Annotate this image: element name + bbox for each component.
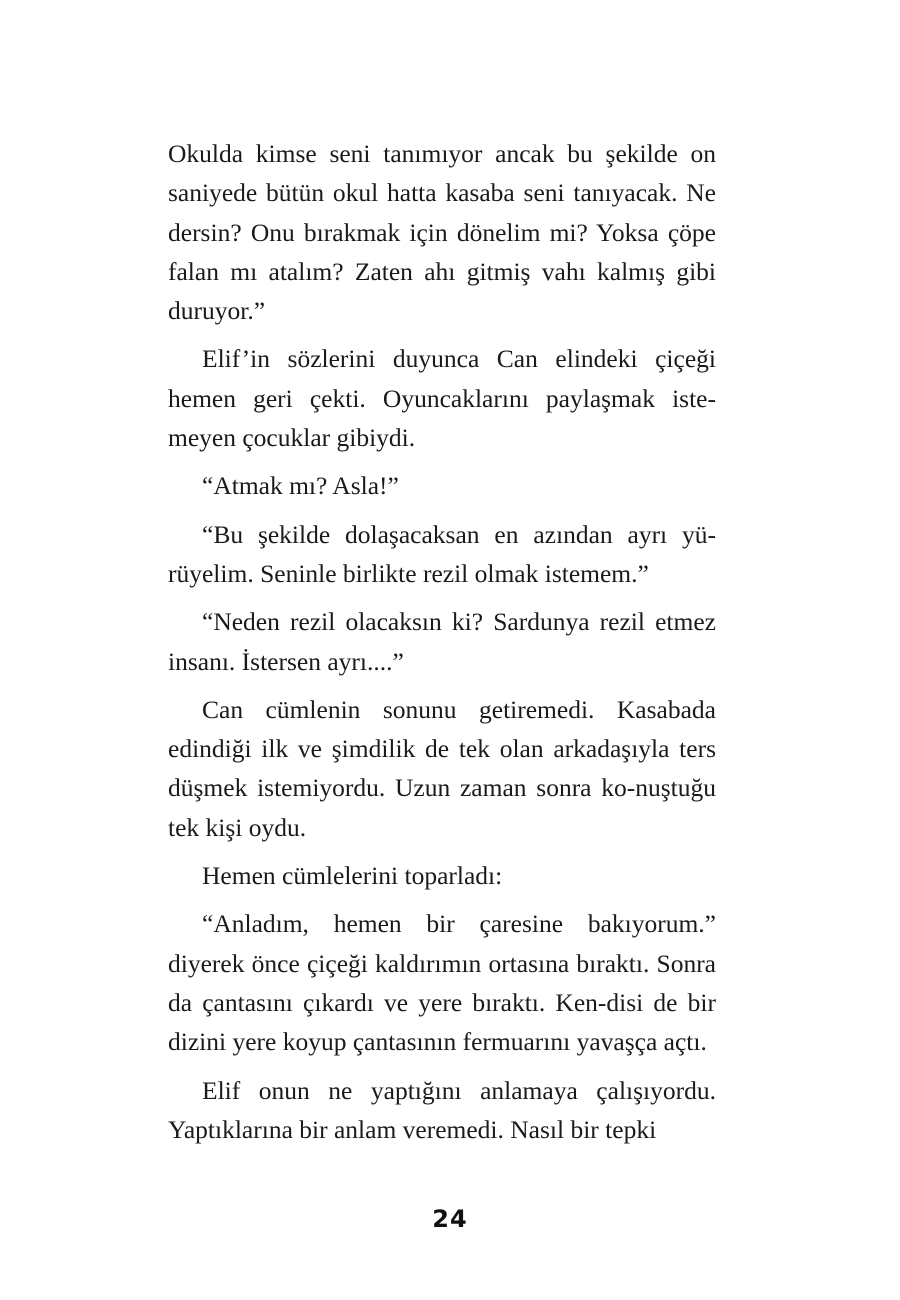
paragraph: “Anladım, hemen bir çaresine bakıyorum.” diyerek önce çiçeği kaldırımın ortasına bıraktı. Sonra da çantasını çıkardı ve yere bıraktı. Ken-disi de bir dizini yere koyup çantasının fermuarını yavaşça açtı. xyxy=(168,909,716,1057)
paragraph: Hemen cümlelerini toparladı: xyxy=(202,861,503,891)
paragraph: Okulda kimse seni tanımıyor ancak bu şekilde on saniyede bütün okul hatta kasaba seni tanıyacak. Ne dersin? Onu bırakmak için dönelim mi? Yoksa çöpe falan mı atalım? Zaten ahı gitmiş vahı kalmış gibi duruyor.” xyxy=(168,139,716,326)
paragraph: “Atmak mı? Asla!” xyxy=(202,471,399,501)
page-number: 24 xyxy=(432,1205,468,1233)
paragraph: “Neden rezil olacaksın ki? Sardunya rezil etmez insanı. İstersen ayrı....” xyxy=(168,607,716,676)
paragraph: Elif onun ne yaptığını anlamaya çalışıyordu. Yaptıklarına bir anlam veremedi. Nasıl bir tepki xyxy=(168,1075,716,1144)
paragraph: Can cümlenin sonunu getiremedi. Kasabada edindiği ilk ve şimdilik de tek olan arkadaşıyla ters düşmek istemiyordu. Uzun zaman sonra ko-nuştuğu tek kişi oydu. xyxy=(168,694,716,842)
paragraph: “Bu şekilde dolaşacaksan en azından ayrı yü-rüyelim. Seninle birlikte rezil olmak istemem.” xyxy=(168,519,716,588)
body-text xyxy=(168,134,716,1149)
paragraph: Elif’in sözlerini duyunca Can elindeki çiçeği hemen geri çekti. Oyuncaklarını paylaşmak iste-meyen çocuklar gibiydi. xyxy=(168,344,716,453)
